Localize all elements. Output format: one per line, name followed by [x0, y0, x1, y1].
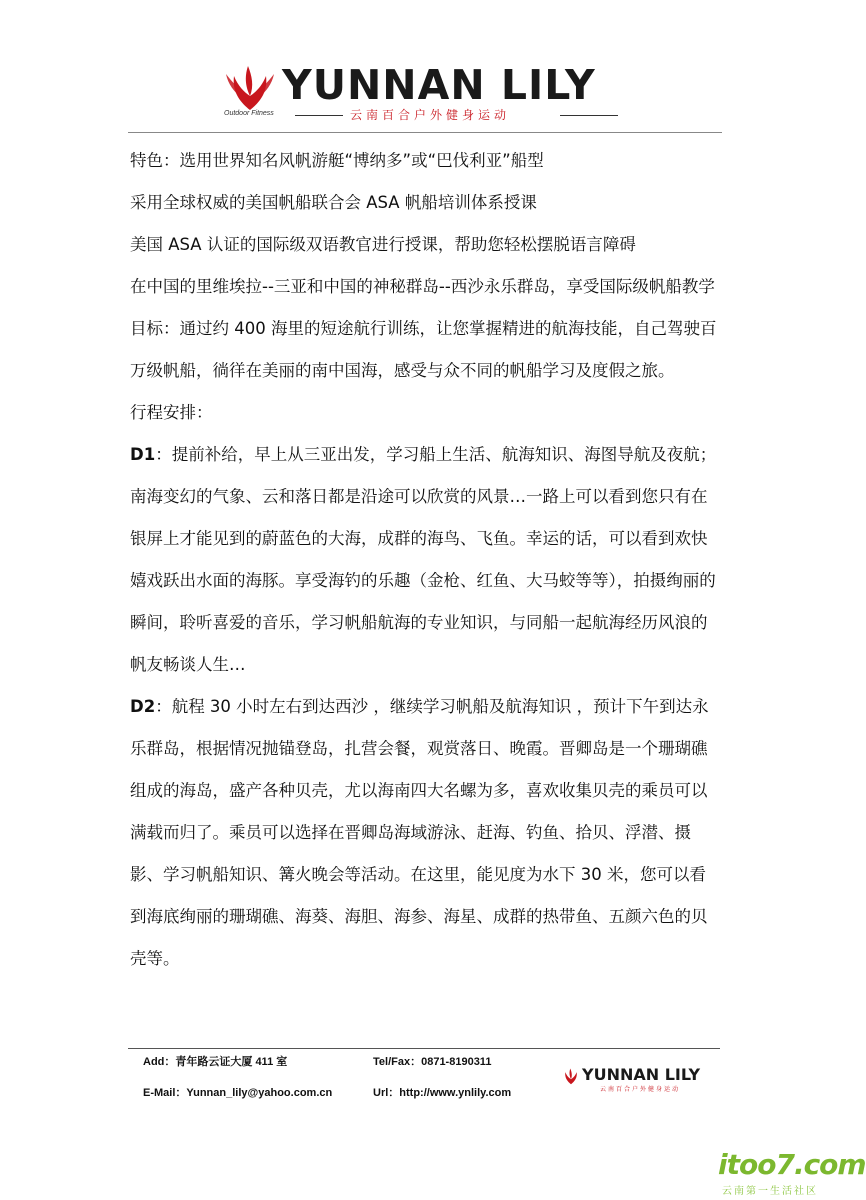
footer-address: Add：青年路云证大厦 411 室 — [143, 1056, 288, 1068]
feature-line-1: 特色：选用世界知名风帆游艇“博纳多”或“巴伐利亚”船型 — [130, 151, 544, 170]
day-2-label: D2 — [130, 697, 156, 716]
header-divider — [128, 132, 722, 133]
tagline-divider-right — [560, 115, 618, 116]
goal-paragraph: 目标：通过约 400 海里的短途航行训练，让您掌握精进的航海技能，自己驾驶百万级帆船，徜徉在美丽的南中国海，感受与众不同的帆船学习及度假之旅。 — [130, 319, 717, 380]
site-watermark-tagline: 云南第一生活社区 — [722, 1186, 818, 1197]
site-watermark — [718, 1148, 866, 1182]
day-1-paragraph — [130, 434, 720, 686]
lily-flower-icon — [222, 62, 278, 112]
footer-brand-subtitle: 云南百合户外健身运动 — [600, 1086, 681, 1093]
watermark-text: itoo7.com — [718, 1148, 866, 1181]
itinerary-heading: 行程安排： — [130, 403, 213, 422]
brand-wordmark: YUNNAN LILY — [282, 61, 596, 109]
page-header — [0, 0, 848, 135]
footer-email[interactable]: E-Mail：Yunnan_lily@yahoo.com.cn — [143, 1087, 333, 1099]
day-2-paragraph — [130, 686, 720, 980]
brand-subtitle-cn: 云南百合户外健身运动 — [350, 108, 511, 122]
footer-url[interactable]: Url：http://www.ynlily.com — [373, 1087, 512, 1099]
feature-line-3: 美国 ASA 认证的国际级双语教官进行授课，帮助您轻松摆脱语言障碍 — [130, 235, 636, 254]
footer-lily-icon — [561, 1066, 581, 1086]
day-2-text: ：航程 30 小时左右到达西沙 ，继续学习帆船及航海知识 ，预计下午到达永乐群岛，根据情况抛锚登岛，扎营会餐，观赏落日、晚霞。晋卿岛是一个珊瑚礁组成的海岛，盛产各种贝壳，尤以海南四大名螺为多，喜欢收集贝壳的乘员可以满载而归了。乘员可以选择在晋卿岛海域游泳、赶海、钓鱼、拾贝、浮潜、摄影、学习帆船知识、篝火晚会等活动。在这里，能见度为水下 30 米，您可以看到海底绚丽的珊瑚礁、海葵、海胆、海参、海星、成群的热带鱼、五颜六色的贝壳等。 — [130, 697, 709, 968]
footer-divider — [128, 1048, 720, 1049]
tagline-divider-left — [295, 115, 343, 116]
brand-subtitle-en: Outdoor Fitness — [224, 110, 274, 117]
day-1-text: ：提前补给，早上从三亚出发，学习船上生活、航海知识、海图导航及夜航；南海变幻的气象、云和落日都是沿途可以欣赏的风景…一路上可以看到您只有在银屏上才能见到的蔚蓝色的大海，成群的海鸟、飞鱼。幸运的话，可以看到欢快嬉戏跃出水面的海豚。享受海钓的乐趣（金枪、红鱼、大马蛟等等），拍摄绚丽的瞬间，聆听喜爱的音乐，学习帆船航海的专业知识，与同船一起航海经历风浪的帆友畅谈人生… — [130, 445, 717, 674]
feature-line-2: 采用全球权威的美国帆船联合会 ASA 帆船培训体系授课 — [130, 193, 537, 212]
day-1-label: D1 — [130, 445, 156, 464]
document-body — [130, 140, 720, 980]
footer-tel-fax: Tel/Fax：0871-8190311 — [373, 1056, 492, 1068]
feature-line-4: 在中国的里维埃拉--三亚和中国的神秘群岛--西沙永乐群岛，享受国际级帆船教学 — [130, 277, 715, 296]
footer-brand-wordmark: YUNNAN LILY — [582, 1065, 701, 1084]
